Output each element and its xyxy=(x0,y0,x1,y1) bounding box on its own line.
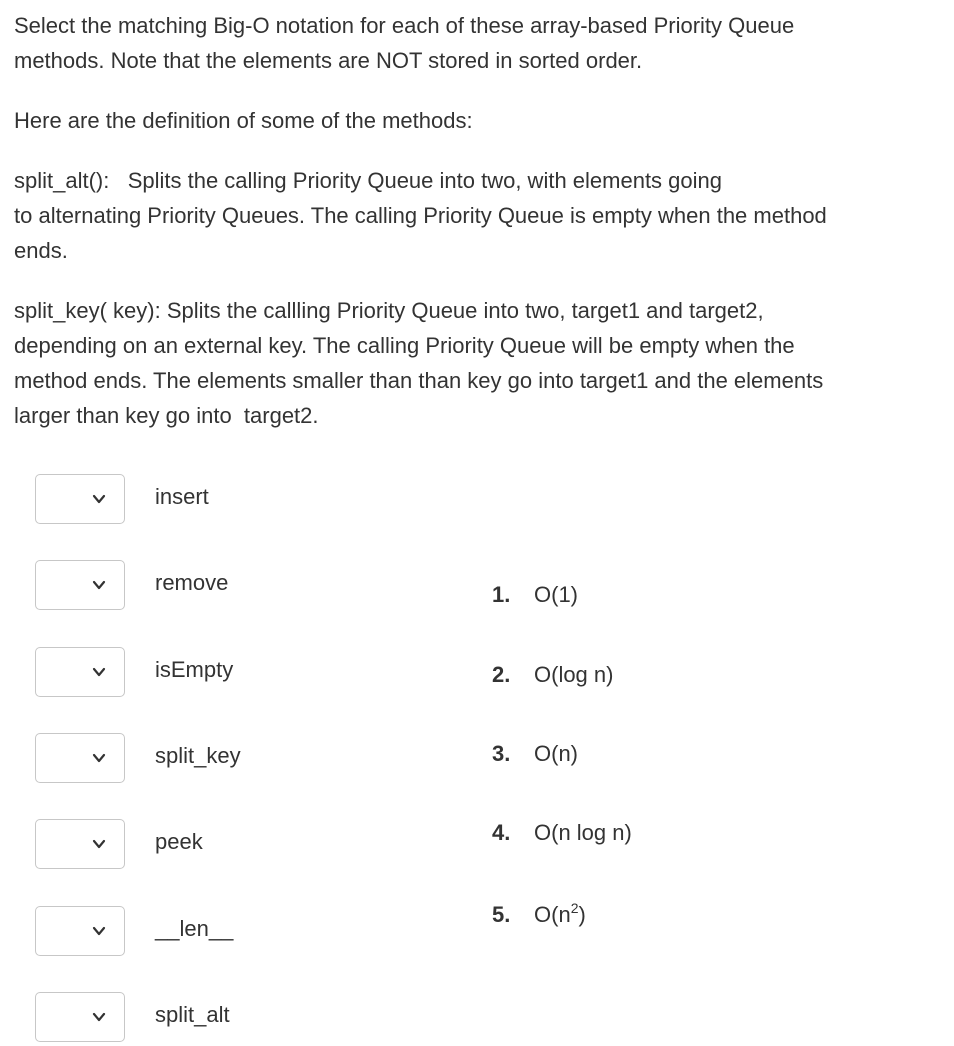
split-alt-def-line-3: ends. xyxy=(14,238,68,263)
option-text: O(1) xyxy=(534,582,578,607)
answer-dropdown-isempty[interactable] xyxy=(35,647,125,697)
option-item xyxy=(492,820,632,846)
row-label: insert xyxy=(155,484,209,509)
split-key-def-line-2: depending on an external key. The calling Priority Queue will be empty when the xyxy=(14,333,795,358)
chevron-down-icon xyxy=(92,751,106,765)
chevron-down-icon xyxy=(92,924,106,938)
split-key-def-line-4: larger than key go into target2. xyxy=(14,403,319,428)
chevron-down-icon xyxy=(92,492,106,506)
row-label: peek xyxy=(155,829,203,854)
split-key-def-line-3: method ends. The elements smaller than than key go into target1 and the elements xyxy=(14,368,824,393)
row-label: split_alt xyxy=(155,1002,230,1027)
row-label: isEmpty xyxy=(155,657,234,682)
option-text: O(n) xyxy=(534,741,578,766)
chevron-down-icon xyxy=(92,837,106,851)
row-label: remove xyxy=(155,570,229,595)
row-label: split_key xyxy=(155,743,241,768)
intro-line-2: methods. Note that the elements are NOT stored in sorted order. xyxy=(14,48,643,73)
option-item xyxy=(492,741,578,767)
option-superscript: 2 xyxy=(570,900,579,916)
match-row-remove xyxy=(35,560,455,614)
match-row-len xyxy=(35,906,455,960)
option-number: 2. xyxy=(492,662,511,687)
answer-dropdown-remove[interactable] xyxy=(35,560,125,610)
intro-line-1: Select the matching Big-O notation for each of these array-based Priority Queue xyxy=(14,13,795,38)
option-item xyxy=(492,582,578,608)
definitions-heading: Here are the definition of some of the methods: xyxy=(14,108,473,133)
chevron-down-icon xyxy=(92,1010,106,1024)
option-number: 3. xyxy=(492,741,511,766)
option-text: O(n xyxy=(534,902,571,927)
match-row-split-key xyxy=(35,733,455,787)
answer-dropdown-split-key[interactable] xyxy=(35,733,125,783)
option-text-close: ) xyxy=(578,902,586,927)
option-number: 5. xyxy=(492,902,511,927)
chevron-down-icon xyxy=(92,665,106,679)
match-row-split-alt xyxy=(35,992,455,1046)
row-label: __len__ xyxy=(155,916,234,941)
chevron-down-icon xyxy=(92,578,106,592)
option-text: O(n log n) xyxy=(534,820,632,845)
match-row-peek xyxy=(35,819,455,873)
answer-dropdown-insert[interactable] xyxy=(35,474,125,524)
question-text xyxy=(14,8,944,458)
option-number: 1. xyxy=(492,582,511,607)
option-item xyxy=(492,900,586,928)
split-key-def-line-1: split_key( key): Splits the callling Priority Queue into two, target1 and target2, xyxy=(14,298,764,323)
match-row-isempty xyxy=(35,647,455,701)
option-number: 4. xyxy=(492,820,511,845)
answer-dropdown-peek[interactable] xyxy=(35,819,125,869)
match-row-insert xyxy=(35,474,455,528)
split-alt-def-line-1: split_alt(): Splits the calling Priority Queue into two, with elements going xyxy=(14,168,722,193)
option-text: O(log n) xyxy=(534,662,614,687)
option-item xyxy=(492,662,613,688)
split-alt-def-line-2: to alternating Priority Queues. The calling Priority Queue is empty when the method xyxy=(14,203,827,228)
answer-dropdown-len[interactable] xyxy=(35,906,125,956)
answer-dropdown-split-alt[interactable] xyxy=(35,992,125,1042)
